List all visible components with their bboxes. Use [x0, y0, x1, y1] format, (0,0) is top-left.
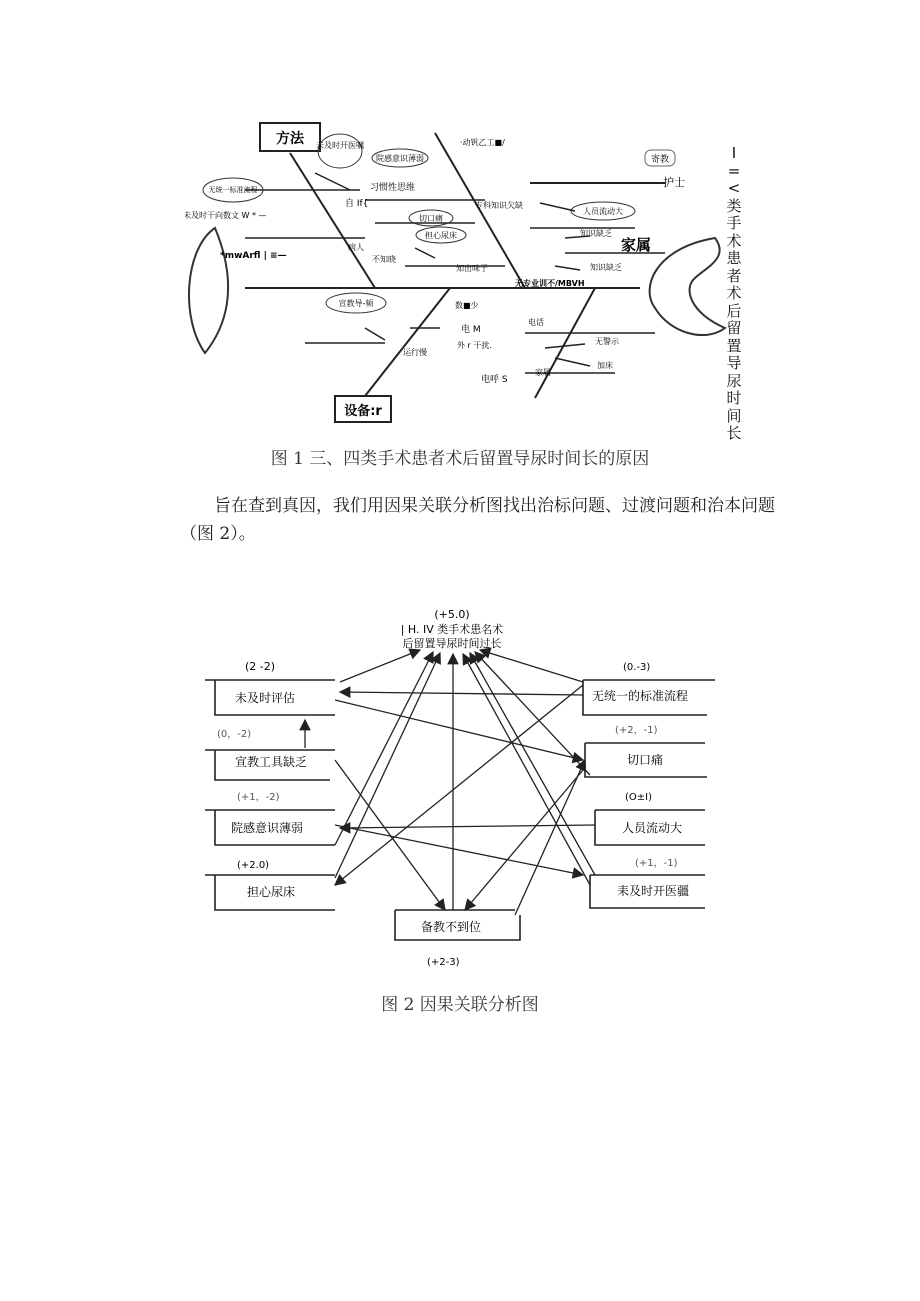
node-boxes	[205, 680, 715, 940]
text-l7: 专科知识欠缺	[475, 201, 523, 210]
text-l27: 病人	[348, 243, 364, 252]
text-l22: 加床	[597, 361, 613, 370]
fishbone-vertical-title: I =<类手术患者术后留置导尿时间长	[726, 144, 742, 442]
fish-head-left	[189, 228, 228, 353]
text-l9: 知识缺乏	[580, 229, 612, 238]
fishbone-figure	[185, 118, 745, 428]
text-l16: 无专业训不/MBVH	[515, 279, 585, 288]
bone-equipment	[365, 288, 450, 396]
n8-score: (O±I)	[625, 792, 653, 803]
nurse-label: 护士	[663, 176, 685, 189]
n8-label: 人员流动大	[622, 821, 683, 835]
text-l25: ·动钒乙工■/	[460, 138, 505, 147]
text-l6: 习惯性思维	[370, 183, 416, 193]
n1-score: (2 -2)	[245, 660, 276, 673]
family-label: 家属	[621, 236, 652, 254]
text-l21: 无警示	[595, 337, 619, 346]
relation-diagram	[195, 600, 725, 975]
n3-score: (+1，-2)	[237, 792, 280, 803]
n7-score: (+2，-1)	[615, 725, 658, 736]
text-l5: *mwArfl | ≡—	[220, 251, 287, 261]
text-l17: 电 M	[461, 325, 481, 335]
bubble-l1	[318, 134, 362, 168]
n3-label: 院感意识薄弱	[231, 821, 304, 835]
n9-score: (+1，-1)	[635, 858, 678, 869]
text-l20: 电话	[528, 318, 544, 327]
text-l3: 无统一标准流程	[208, 186, 258, 194]
n6-label: 无统一的标准流程	[592, 689, 689, 703]
body-paragraph: 旨在查到真因，我们用因果关联分析图找出治标问题、过渡问题和治本问题（图 2）。	[180, 496, 775, 544]
relation-arrows	[305, 650, 595, 915]
text-l24: 数■少	[455, 301, 479, 310]
text-l14: 不知晓	[372, 255, 396, 264]
top-score: (+5.0)	[434, 608, 470, 621]
text-l11: 切口痛	[419, 214, 443, 223]
n2-label: 宣教工具缺乏	[235, 755, 308, 769]
figure1-caption: 图 1 三、四类手术患者术后留置导尿时间长的原因	[270, 449, 650, 469]
text-l18: 外 r 干扰.	[457, 341, 492, 350]
text-l13: 知出味于	[456, 264, 488, 273]
figure2-caption: 图 2 因果关联分析图	[381, 995, 539, 1015]
text-l8: 人员流动大	[583, 207, 623, 216]
text-l23: 电呼 S	[481, 375, 508, 385]
n4-label: 担心尿床	[247, 885, 296, 899]
n9-label: 耒及时开医疆	[617, 884, 690, 898]
nurse-tag-text: 寄教	[650, 155, 670, 165]
text-l15: 宣教导-频	[338, 299, 374, 308]
text-l4: 未及时干向数文 W * —	[185, 211, 267, 220]
bone-lower-right	[535, 288, 595, 398]
n7-label: 切口痛	[627, 753, 664, 767]
n4-score: (+2.0)	[237, 860, 270, 871]
n2-score: (0，-2)	[217, 729, 252, 740]
n6-score: (0.-3)	[623, 662, 651, 673]
text-l10: 知识缺乏	[590, 263, 622, 272]
top-label-2: 后留置导尿时间过长	[402, 637, 502, 650]
text-l26: 自 If{	[345, 199, 369, 209]
n5-score: (+2-3)	[427, 957, 460, 968]
text-l2: 院感意识薄弱	[376, 154, 424, 163]
n1-label: 未及时评估	[235, 691, 296, 705]
text-l19: 运行慢	[403, 348, 427, 357]
text-l12: 担心尿床	[425, 231, 457, 240]
relation-figure	[195, 600, 725, 975]
bone-method	[290, 153, 375, 288]
method-label: 方法	[276, 131, 304, 147]
equipment-label: 设备:r	[344, 404, 382, 419]
text-l28: 家属	[535, 368, 551, 377]
text-l1: 未及时开医嘱	[316, 141, 364, 150]
top-label-1: | H. IV 类手术患名术	[400, 623, 504, 636]
fishbone-diagram	[185, 118, 745, 428]
n5-label: 备教不到位	[421, 920, 482, 934]
